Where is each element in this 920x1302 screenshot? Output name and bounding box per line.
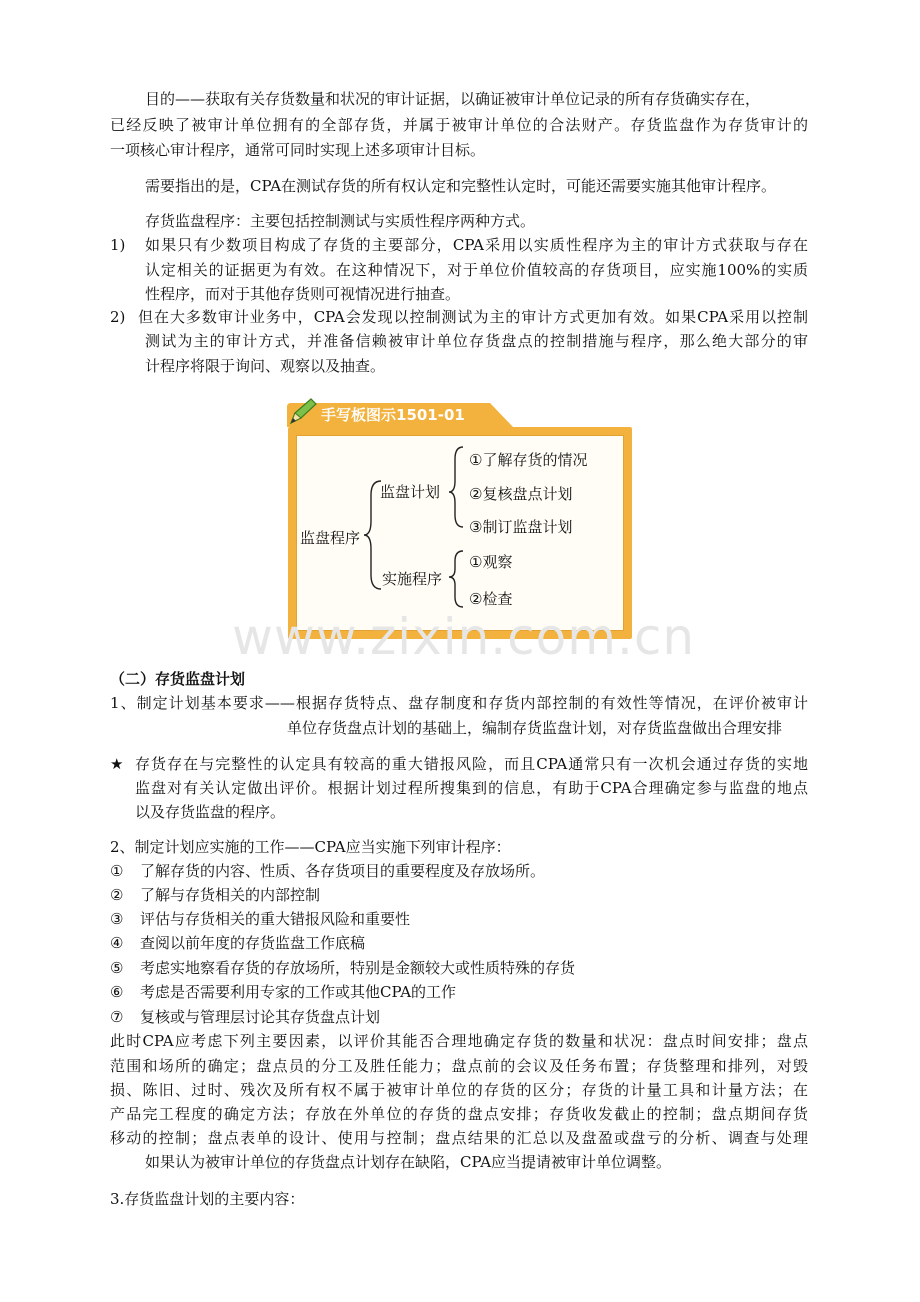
- star-line-2: 监盘对有关认定做出评价。根据计划过程所搜集到的信息，有助于CPA合理确定参与监盘的地点: [135, 779, 808, 797]
- star-icon: ★: [110, 755, 124, 773]
- work-item-3-text: 评估与存货相关的重大错报风险和重要性: [140, 910, 411, 928]
- diagram-title: 手写板图示1501-01: [321, 406, 465, 424]
- work-item-6-text: 考虑是否需要利用专家的工作或其他CPA的工作: [140, 983, 457, 1001]
- section-heading: （二）存货监盘计划: [110, 670, 246, 688]
- contents-heading: 3.存货监盘计划的主要内容：: [110, 1190, 305, 1208]
- diagram-branch-2-item-2: ②检查: [469, 590, 513, 608]
- factors-line-1: 此时CPA应考虑下列主要因素，以评价其能否合理地确定存货的数量和状况：盘点时间安排；盘点: [110, 1032, 808, 1050]
- work-item-7-text: 复核或与管理层讨论其存货盘点计划: [140, 1008, 381, 1026]
- adjust-note: 如果认为被审计单位的存货盘点计划存在缺陷，CPA应当提请被审计单位调整。: [145, 1153, 672, 1171]
- work-item-5-number: ⑤: [110, 959, 124, 977]
- diagram-branch-1-label: 监盘计划: [380, 483, 441, 501]
- watermark: www.zixin.com.cn: [232, 608, 696, 666]
- requirement-line-2: 单位存货盘点计划的基础上，编制存货监盘计划，对存货监盘做出合理安排: [287, 719, 783, 737]
- para-purpose-line-2: 已经反映了被审计单位拥有的全部存货，并属于被审计单位的合法财产。存货监盘作为存货审计的: [110, 116, 808, 134]
- work-item-7-number: ⑦: [110, 1008, 124, 1026]
- diagram-branch-1-item-1: ①了解存货的情况: [469, 451, 588, 469]
- work-item-1-number: ①: [110, 862, 124, 880]
- work-item-2-number: ②: [110, 886, 124, 904]
- diagram-branch-1-item-2: ②复核盘点计划: [469, 485, 573, 503]
- work-item-4-number: ④: [110, 934, 124, 952]
- factors-line-2: 范围和场所的确定；盘点员的分工及胜任能力；盘点前的会议及任务布置；存货整理和排列，对毁: [110, 1057, 808, 1075]
- item-2-line-2: 测试为主的审计方式，并准备信赖被审计单位存货盘点的控制措施与程序，那么绝大部分的审: [145, 332, 808, 350]
- item-2-line-3: 计程序将限于询问、观察以及抽查。: [145, 357, 386, 375]
- work-item-4-text: 查阅以前年度的存货监盘工作底稿: [140, 934, 366, 952]
- handwriting-board-diagram: [285, 403, 635, 643]
- item-1-line-3: 性程序，而对于其他存货则可视情况进行抽查。: [145, 285, 461, 303]
- item-1-line-2: 认定相关的证据更为有效。在这种情况下，对于单位价值较高的存货项目，应实施100%的实质: [145, 261, 808, 279]
- factors-line-4: 产品完工程度的确定方法；存放在外单位的存货的盘点安排；存货收发截止的控制；盘点期间存货: [110, 1105, 808, 1123]
- work-item-1-text: 了解存货的内容、性质、各存货项目的重要程度及存放场所。: [140, 862, 546, 880]
- star-line-3: 以及存货监盘的程序。: [135, 803, 286, 821]
- item-2-number: 2): [110, 308, 126, 326]
- diagram-branch-1-item-3: ③制订监盘计划: [469, 518, 573, 536]
- factors-line-3: 损、陈旧、过时、残次及所有权不属于被审计单位的存货的区分；存货的计量工具和计量方法；在: [110, 1081, 808, 1099]
- factors-line-5: 移动的控制；盘点表单的设计、使用与控制；盘点结果的汇总以及盘盈或盘亏的分析、调查与处理: [110, 1129, 808, 1147]
- work-item-6-number: ⑥: [110, 983, 124, 1001]
- diagram-braces: [285, 403, 635, 643]
- para-note: 需要指出的是，CPA在测试存货的所有权认定和完整性认定时，可能还需要实施其他审计程序。: [145, 177, 777, 195]
- requirement-line-1: 1、制定计划基本要求——根据存货特点、盘存制度和存货内部控制的有效性等情况，在评价被审计: [110, 694, 808, 712]
- star-line-1: 存货存在与完整性的认定具有较高的重大错报风险，而且CPA通常只有一次机会通过存货的实地: [135, 755, 808, 773]
- para-purpose-line-1: 目的——获取有关存货数量和状况的审计证据，以确证被审计单位记录的所有存货确实存在，: [145, 90, 761, 108]
- work-item-2-text: 了解与存货相关的内部控制: [140, 886, 321, 904]
- work-heading: 2、制定计划应实施的工作——CPA应当实施下列审计程序：: [110, 838, 511, 856]
- diagram-root-label: 监盘程序: [300, 529, 361, 547]
- item-1-number: 1): [110, 236, 126, 254]
- item-1-line-1: 如果只有少数项目构成了存货的主要部分，CPA采用以实质性程序为主的审计方式获取与存在: [145, 236, 808, 254]
- diagram-branch-2-label: 实施程序: [382, 570, 443, 588]
- work-item-3-number: ③: [110, 910, 124, 928]
- para-procedures: 存货监盘程序：主要包括控制测试与实质性程序两种方式。: [145, 212, 536, 230]
- item-2-line-1: 但在大多数审计业务中，CPA会发现以控制测试为主的审计方式更加有效。如果CPA采用以控制: [138, 308, 808, 326]
- para-purpose-line-3: 一项核心审计程序，通常可同时实现上述多项审计目标。: [110, 141, 486, 159]
- diagram-branch-2-item-1: ①观察: [469, 553, 513, 571]
- work-item-5-text: 考虑实地察看存货的存放场所，特别是金额较大或性质特殊的存货: [140, 959, 576, 977]
